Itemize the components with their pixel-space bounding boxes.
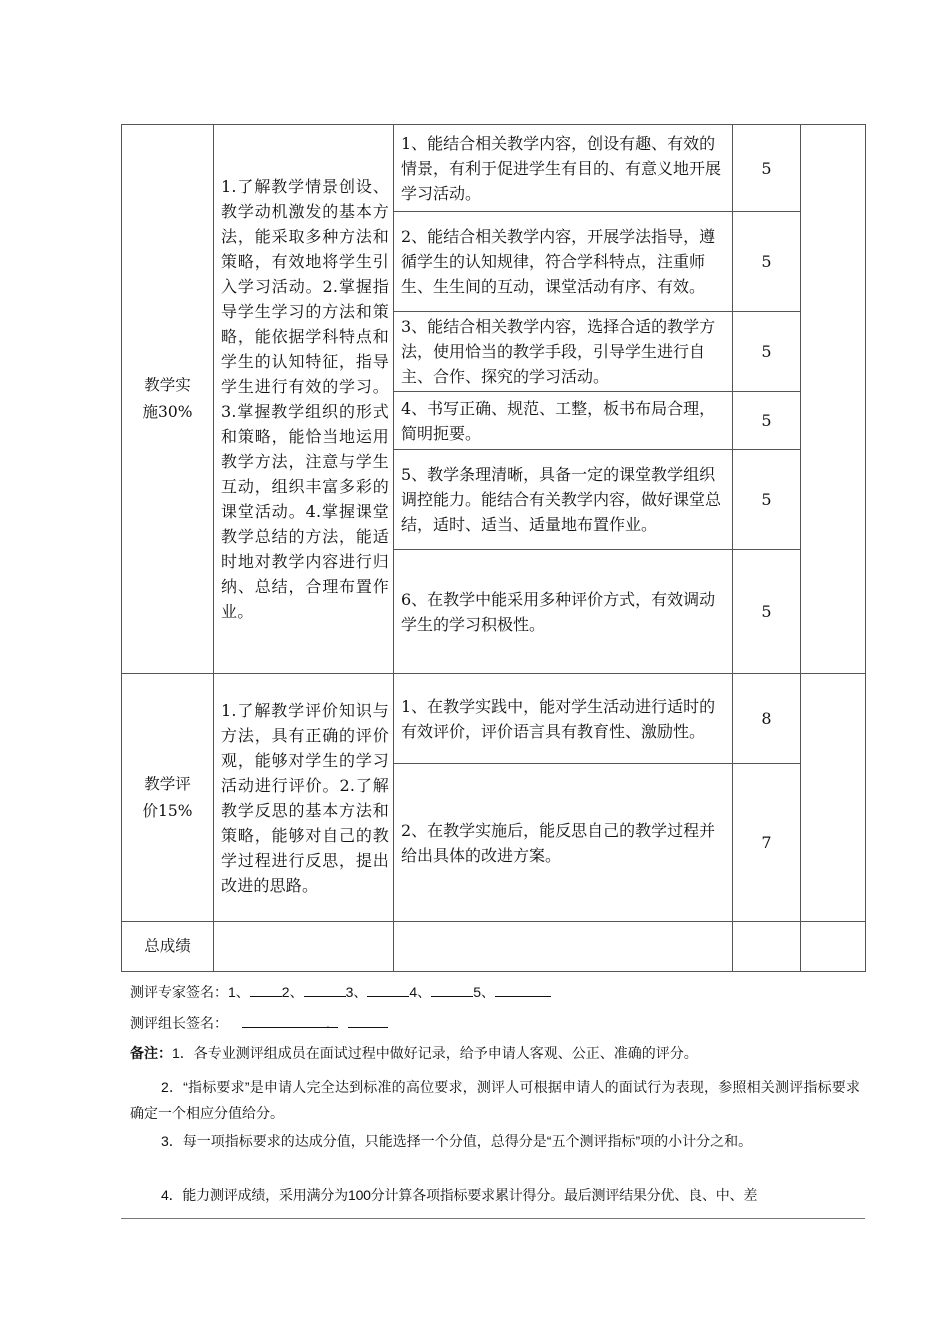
category-label: 教学实施30% <box>142 376 193 421</box>
evaluation-table <box>121 124 866 972</box>
score-cell: 5 <box>733 450 801 550</box>
signature-blank-1[interactable] <box>250 982 282 997</box>
expert-signature-line <box>130 982 551 1002</box>
table-row <box>122 922 866 972</box>
score-cell: 5 <box>733 550 801 674</box>
note-item-4: 4．能力测评成绩，采用满分为100分计算各项指标要求累计得分。最后测评结果分优、良、中、差 <box>161 1187 758 1203</box>
total-label-cell: 总成绩 <box>122 922 214 972</box>
category-cell <box>122 674 214 922</box>
blank-cell <box>801 922 866 972</box>
standard-cell: 1、在教学实践中，能对学生活动进行适时的有效评价，评价语言具有教育性、激励性。 <box>394 674 733 764</box>
standard-cell: 5、教学条理清晰，具备一定的课堂教学组织调控能力。能结合有关教学内容，做好课堂总结，适时、适当、适量地布置作业。 <box>394 450 733 550</box>
signature-separator: 3、 <box>345 984 368 1000</box>
signature-blank-5[interactable] <box>495 982 551 997</box>
table-row <box>122 125 866 212</box>
signature-blank-3[interactable] <box>367 982 409 997</box>
requirements-cell: 1.了解教学评价知识与方法，具有正确的评价观，能够对学生的学习活动进行评价。2.了解教学反思的基本方法和策略，能够对自己的教学过程进行反思，提出改进的思路。 <box>214 674 394 922</box>
standard-cell: 1、能结合相关教学内容，创设有趣、有效的情景，有利于促进学生有目的、有意义地开展学习活动。 <box>394 125 733 212</box>
leader-signature-blank-2[interactable] <box>348 1013 388 1028</box>
score-cell: 8 <box>733 674 801 764</box>
note-item-2: 2．“指标要求”是申请人完全达到标准的高位要求，测评人可根据申请人的面试行为表现，参照相关测评指标要求确定一个相应分值给分。 <box>130 1079 860 1121</box>
blank-cell <box>733 922 801 972</box>
requirements-cell: 1.了解教学情景创设、教学动机激发的基本方法，能采取多种方法和策略，有效地将学生引入学习活动。2.掌握指导学生学习的方法和策略，能依据学科特点和学生的认知特征，指导学生进行有效的学习。3.掌握教学组织的形式和策略，能恰当地运用教学方法，注意与学生互动，组织丰富多彩的课堂活动。4.掌握课堂教学总结的方法，能适时地对教学内容进行归纳、总结，合理布置作业。 <box>214 125 394 674</box>
score-cell: 5 <box>733 125 801 212</box>
blank-cell <box>214 922 394 972</box>
blank-cell <box>801 674 866 922</box>
note-line-1 <box>130 1040 860 1066</box>
signature-separator: 5、 <box>473 984 495 1000</box>
standard-cell: 2、能结合相关教学内容，开展学法指导，遵循学生的认知规律，符合学科特点，注重师生、生生间的互动，课堂活动有序、有效。 <box>394 212 733 312</box>
score-cell: 7 <box>733 764 801 922</box>
standard-cell: 6、在教学中能采用多种评价方式，有效调动学生的学习积极性。 <box>394 550 733 674</box>
signature-separator: 4、 <box>409 984 432 1000</box>
blank-cell <box>394 922 733 972</box>
signature-blank-2[interactable] <box>304 982 346 997</box>
table-row <box>122 674 866 764</box>
score-cell: 5 <box>733 312 801 392</box>
score-cell: 5 <box>733 212 801 312</box>
note-label: 备注： <box>130 1045 172 1061</box>
leader-signature-line <box>130 1013 388 1033</box>
leader-signature-label: 测评组长签名： <box>130 1015 228 1031</box>
note-item-1: 1．各专业测评组成员在面试过程中做好记录，给予申请人客观、公正、准确的评分。 <box>172 1045 698 1061</box>
category-cell <box>122 125 214 674</box>
signature-separator: 2、 <box>281 984 304 1000</box>
standard-cell: 3、能结合相关教学内容，选择合适的教学方法，使用恰当的教学手段，引导学生进行自主、合作、探究的学习活动。 <box>394 312 733 392</box>
standard-cell: 4、书写正确、规范、工整，板书布局合理，简明扼要。 <box>394 392 733 450</box>
leader-signature-dot: . <box>326 1015 330 1031</box>
blank-cell <box>801 125 866 674</box>
bottom-divider <box>121 1218 865 1219</box>
note-item-3: 3．每一项指标要求的达成分值，只能选择一个分值，总得分是“五个测评指标”项的小计分之和。 <box>161 1133 753 1149</box>
standard-cell: 2、在教学实施后，能反思自己的教学过程并给出具体的改进方案。 <box>394 764 733 922</box>
category-label: 教学评价15% <box>142 774 193 820</box>
signature-blank-4[interactable] <box>431 982 473 997</box>
score-cell: 5 <box>733 392 801 450</box>
expert-signature-label: 测评专家签名：1、 <box>130 984 250 1000</box>
